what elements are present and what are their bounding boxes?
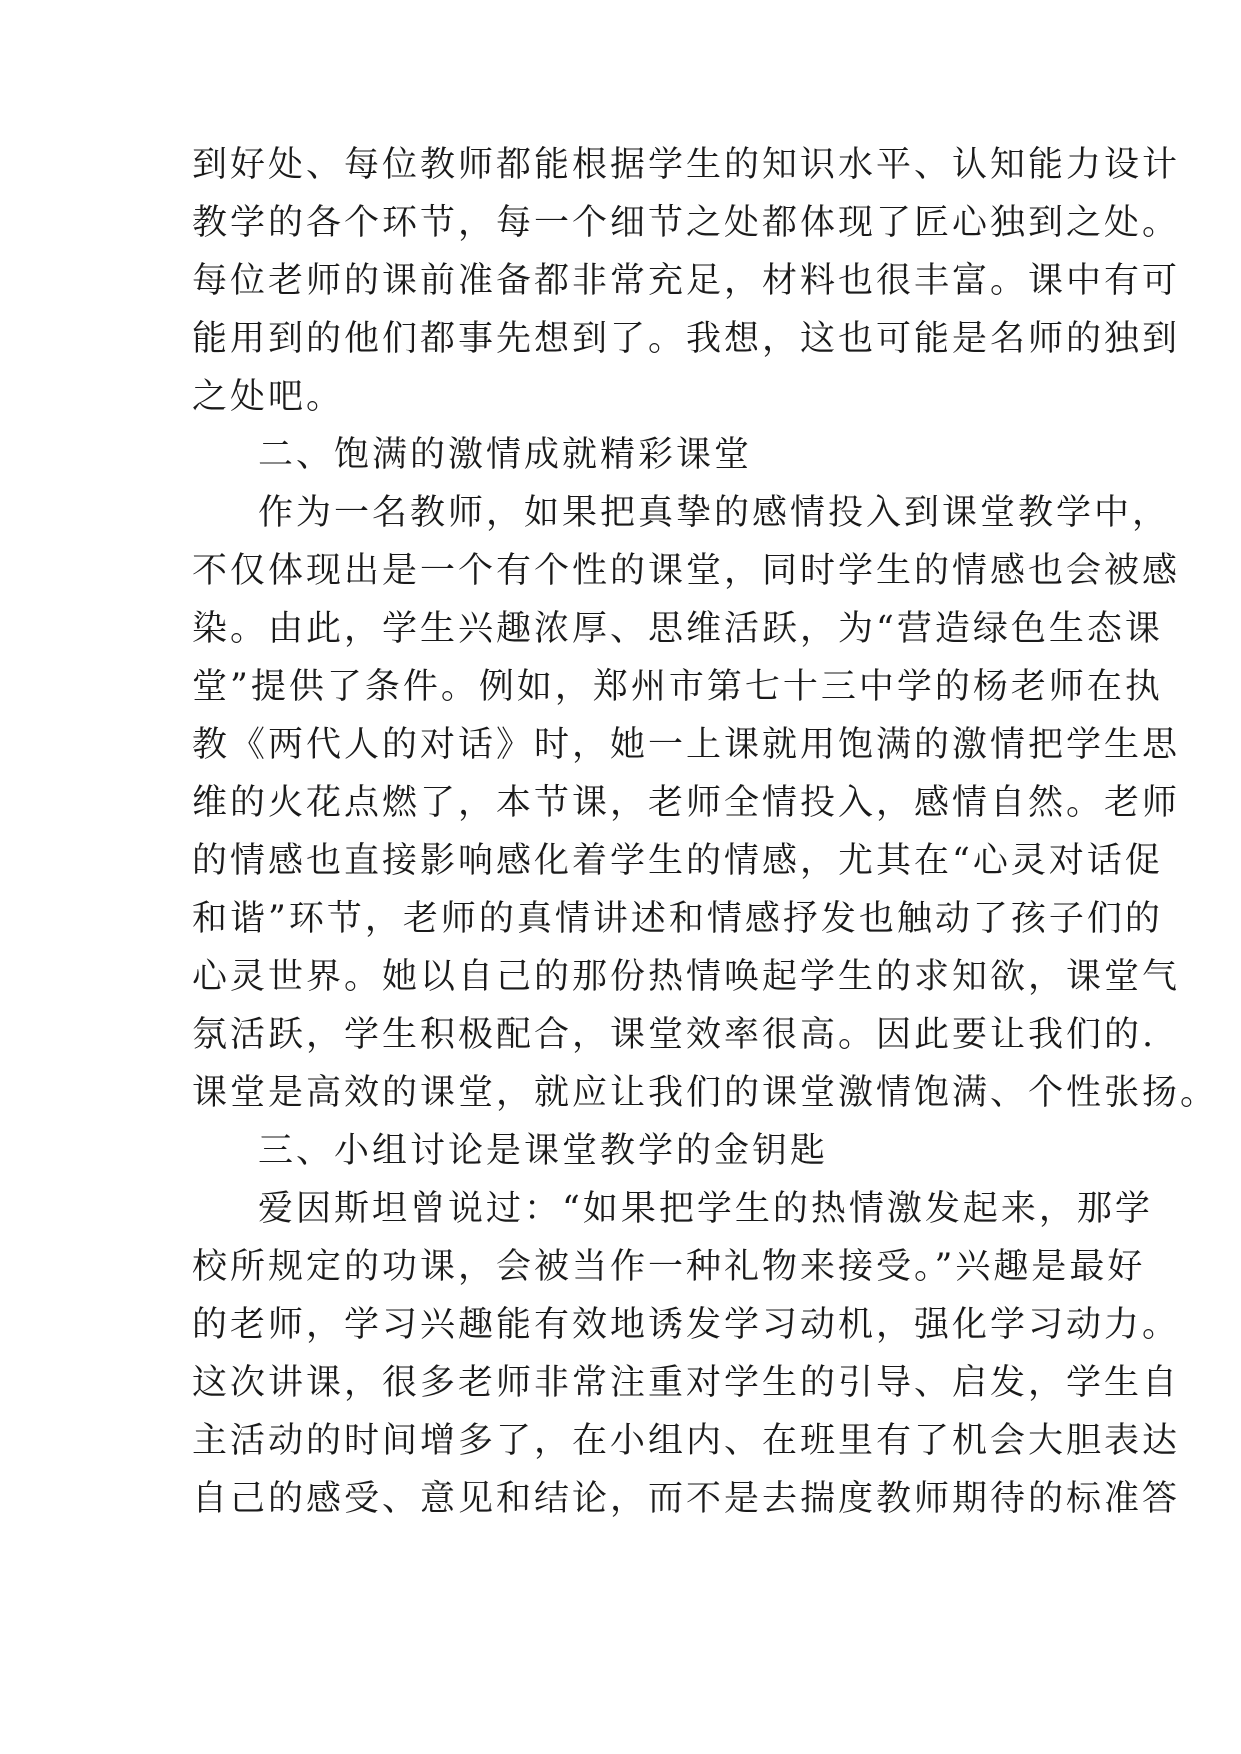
text-line: 校所规定的功课，会被当作一种礼物来接受。”兴趣是最好 [192, 1247, 1146, 1287]
text-line: 的情感也直接影响感化着学生的情感，尤其在“心灵对话促 [192, 841, 1163, 881]
text-line: 的老师，学习兴趣能有效地诱发学习动机，强化学习动力。 [192, 1305, 1181, 1345]
text-line: 堂”提供了条件。例如，郑州市第七十三中学的杨老师在执 [192, 667, 1163, 707]
section-heading: 三、小组讨论是课堂教学的金钥匙 [258, 1131, 829, 1171]
text-line: 自己的感受、意见和结论，而不是去揣度教师期待的标准答 [192, 1479, 1181, 1519]
section-heading: 二、饱满的激情成就精彩课堂 [258, 435, 753, 475]
text-line: 每位老师的课前准备都非常充足，材料也很丰富。课中有可 [192, 261, 1181, 301]
text-line: 染。由此，学生兴趣浓厚、思维活跃，为“营造绿色生态课 [192, 609, 1163, 649]
text-line: 不仅体现出是一个有个性的课堂，同时学生的情感也会被感 [192, 551, 1181, 591]
text-line: 能用到的他们都事先想到了。我想，这也可能是名师的独到 [192, 319, 1181, 359]
text-line: 氛活跃，学生积极配合，课堂效率很高。因此要让我们的. [192, 1015, 1157, 1055]
text-line: 教学的各个环节，每一个细节之处都体现了匠心独到之处。 [192, 203, 1181, 243]
text-line: 维的火花点燃了，本节课，老师全情投入，感情自然。老师 [192, 783, 1181, 823]
text-line: 课堂是高效的课堂，就应让我们的课堂激情饱满、个性张扬。 [192, 1073, 1219, 1113]
text-line: 主活动的时间增多了，在小组内、在班里有了机会大胆表达 [192, 1421, 1181, 1461]
text-line: 心灵世界。她以自己的那份热情唤起学生的求知欲，课堂气 [192, 957, 1181, 997]
text-line: 爱因斯坦曾说过：“如果把学生的热情激发起来，那学 [258, 1189, 1153, 1229]
text-line: 和谐”环节，老师的真情讲述和情感抒发也触动了孩子们的 [192, 899, 1163, 939]
text-line: 到好处、每位教师都能根据学生的知识水平、认知能力设计 [192, 145, 1181, 185]
text-line: 教《两代人的对话》时，她一上课就用饱满的激情把学生思 [192, 725, 1181, 765]
text-line: 之处吧。 [192, 377, 345, 417]
text-line: 作为一名教师，如果把真挚的感情投入到课堂教学中， [258, 493, 1171, 533]
text-line: 这次讲课，很多老师非常注重对学生的引导、启发，学生自 [192, 1363, 1181, 1403]
